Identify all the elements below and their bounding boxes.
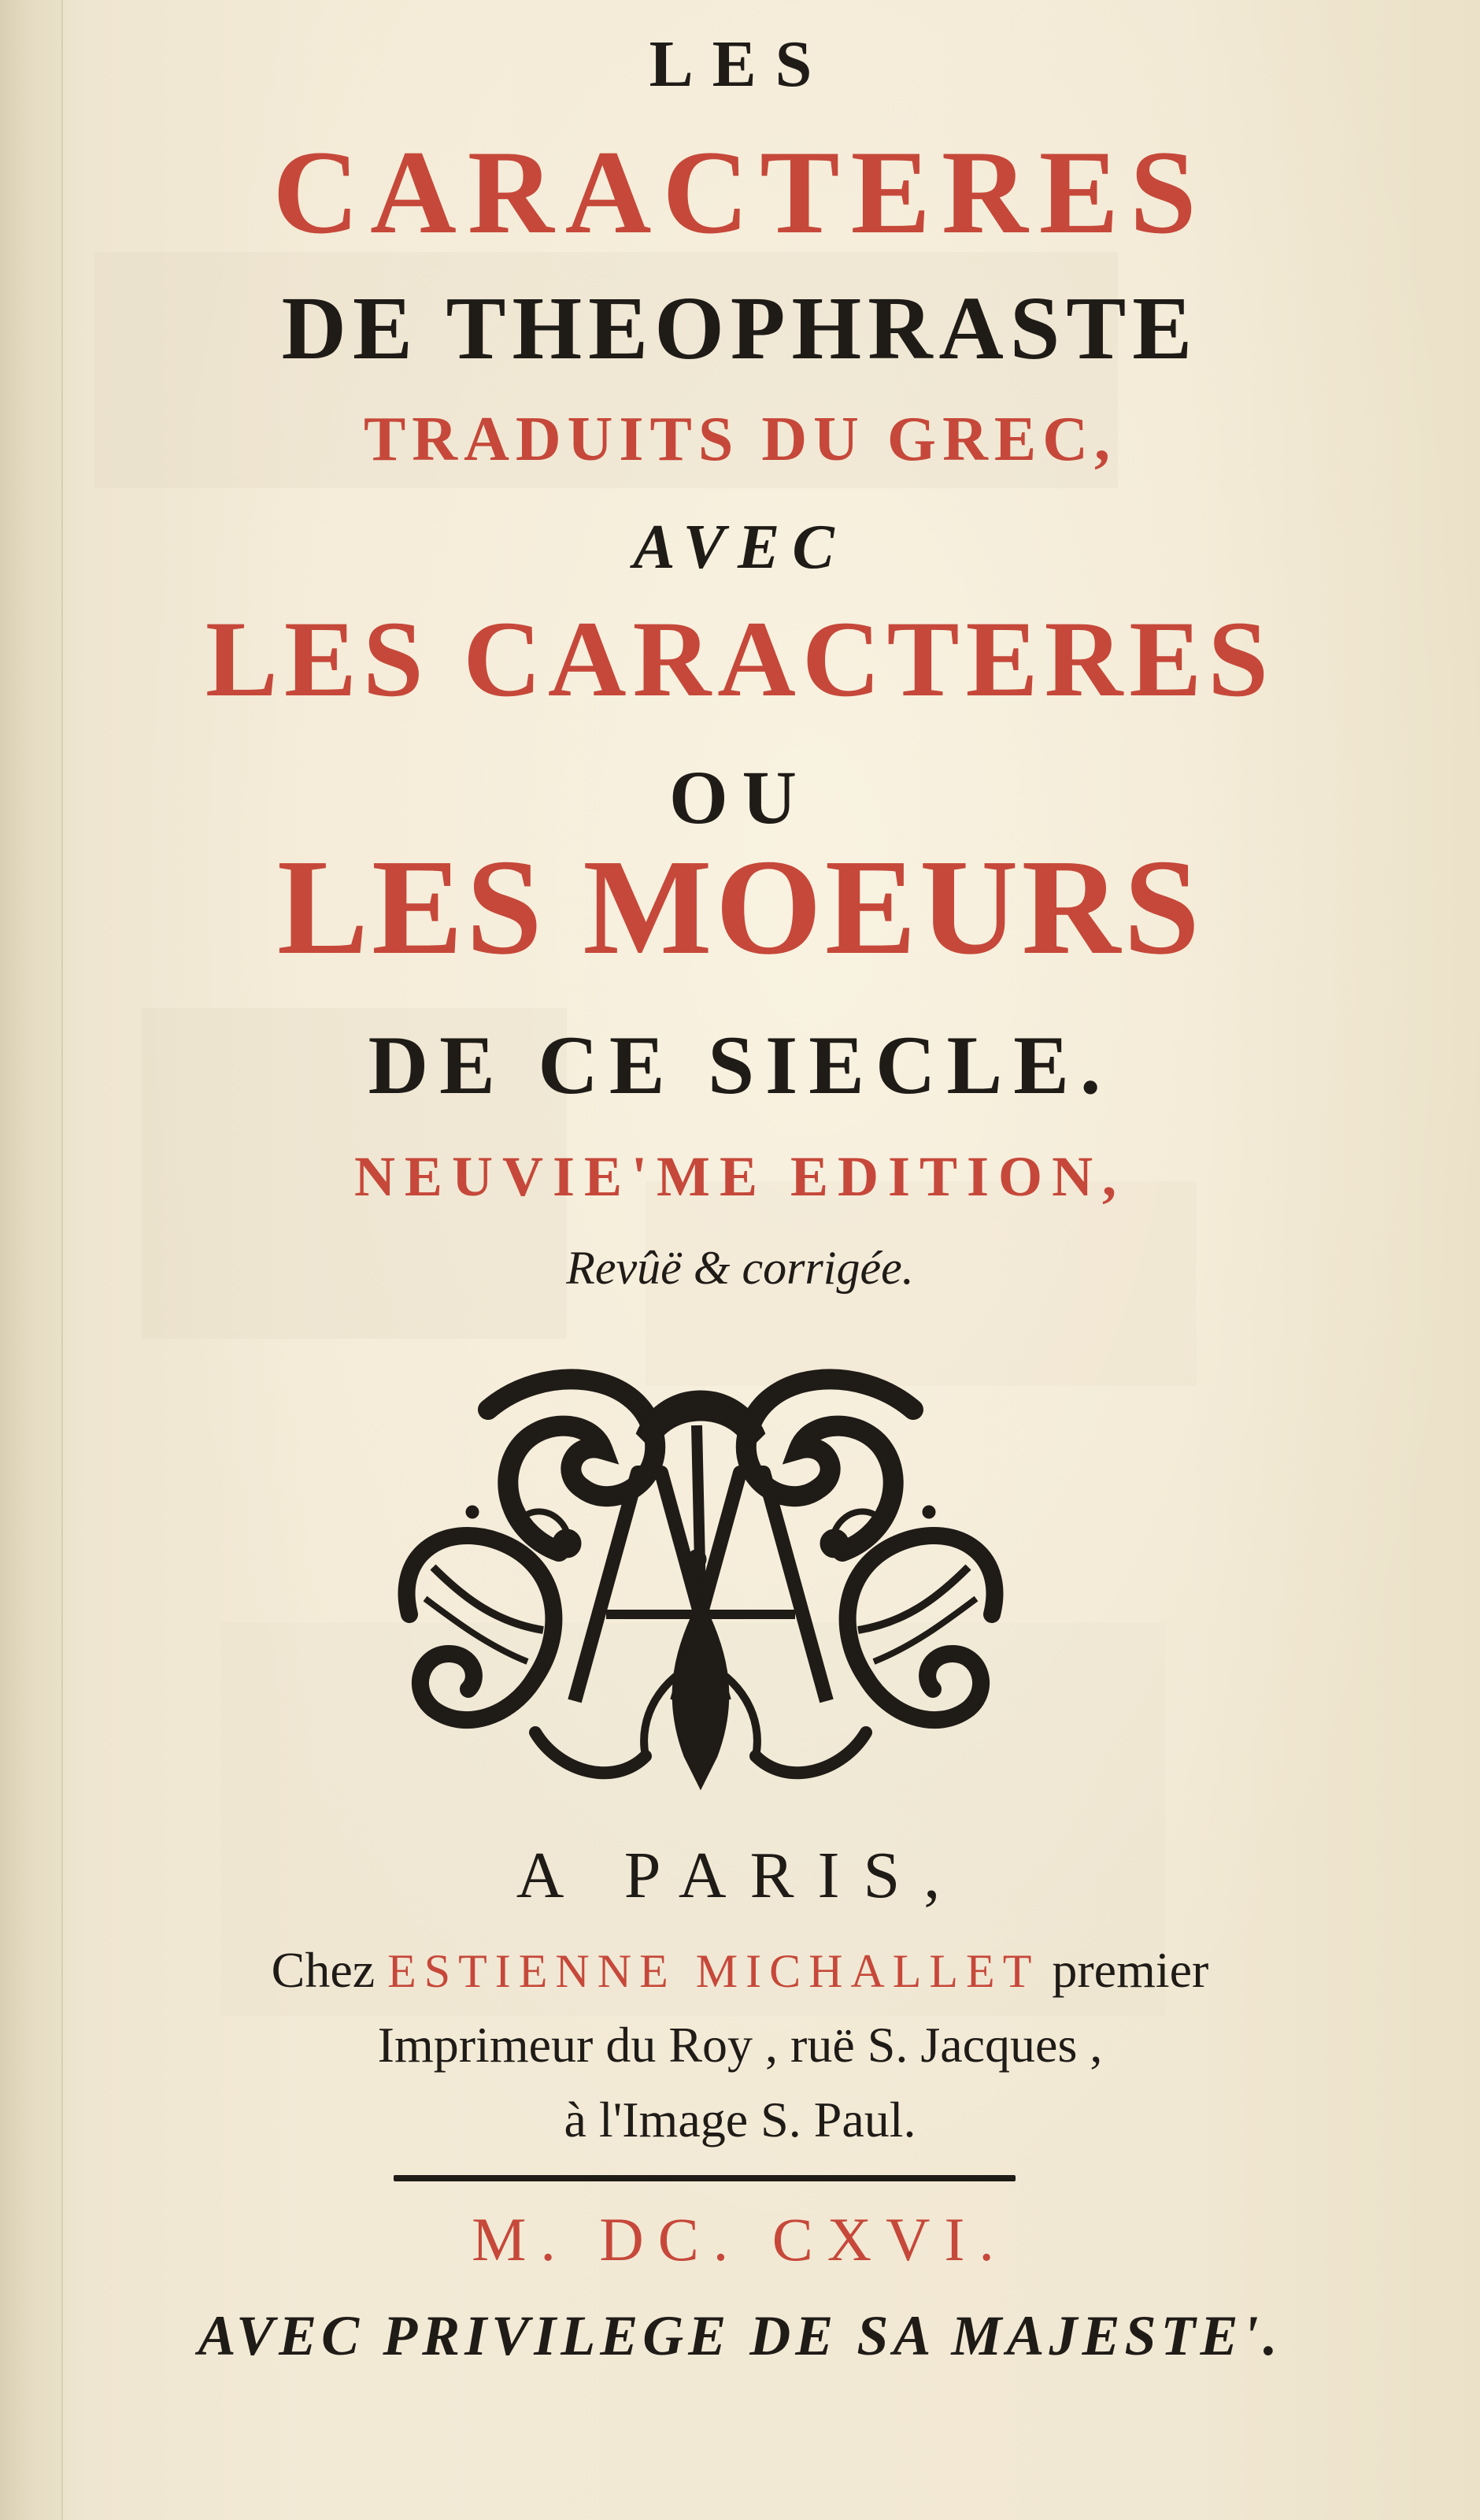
imprint-printer-line xyxy=(0,1942,1480,1998)
title-les: LES xyxy=(649,28,831,101)
title-de-ce-siecle: DE CE SIECLE. xyxy=(368,1019,1112,1111)
imprint-city: A PARIS, xyxy=(516,1839,964,1912)
imprint-address: Imprimeur du Roy , ruë S. Jacques , xyxy=(377,2017,1103,2073)
imprint-sign: à l'Image S. Paul. xyxy=(564,2092,916,2148)
title-les-caracteres: LES CARACTERES xyxy=(205,598,1275,719)
imprint-rule xyxy=(394,2175,1016,2181)
title-ou: OU xyxy=(669,755,811,839)
privilege-statement: AVEC PRIVILEGE DE SA MAJESTE'. xyxy=(198,2304,1282,2367)
title-traduits: TRADUITS DU GREC, xyxy=(363,405,1117,474)
imprint-date: M. DC. CXVI. xyxy=(472,2205,1008,2274)
title-de-theophraste: DE THEOPHRASTE xyxy=(281,278,1199,378)
imprint-premier: premier xyxy=(1052,1942,1209,1998)
imprint-chez: Chez xyxy=(271,1942,376,1998)
monogram-ornament-icon xyxy=(378,1362,1023,1803)
revision-note: Revûë & corrigée. xyxy=(566,1242,914,1294)
title-caracteres: CARACTERES xyxy=(272,126,1208,258)
edition-statement: NEUVIE'ME EDITION, xyxy=(353,1145,1127,1208)
title-avec: AVEC xyxy=(633,513,847,582)
imprint-printer-name: ESTIENNE MICHALLET xyxy=(387,1945,1040,1997)
title-les-moeurs: LES MOEURS xyxy=(276,831,1204,983)
